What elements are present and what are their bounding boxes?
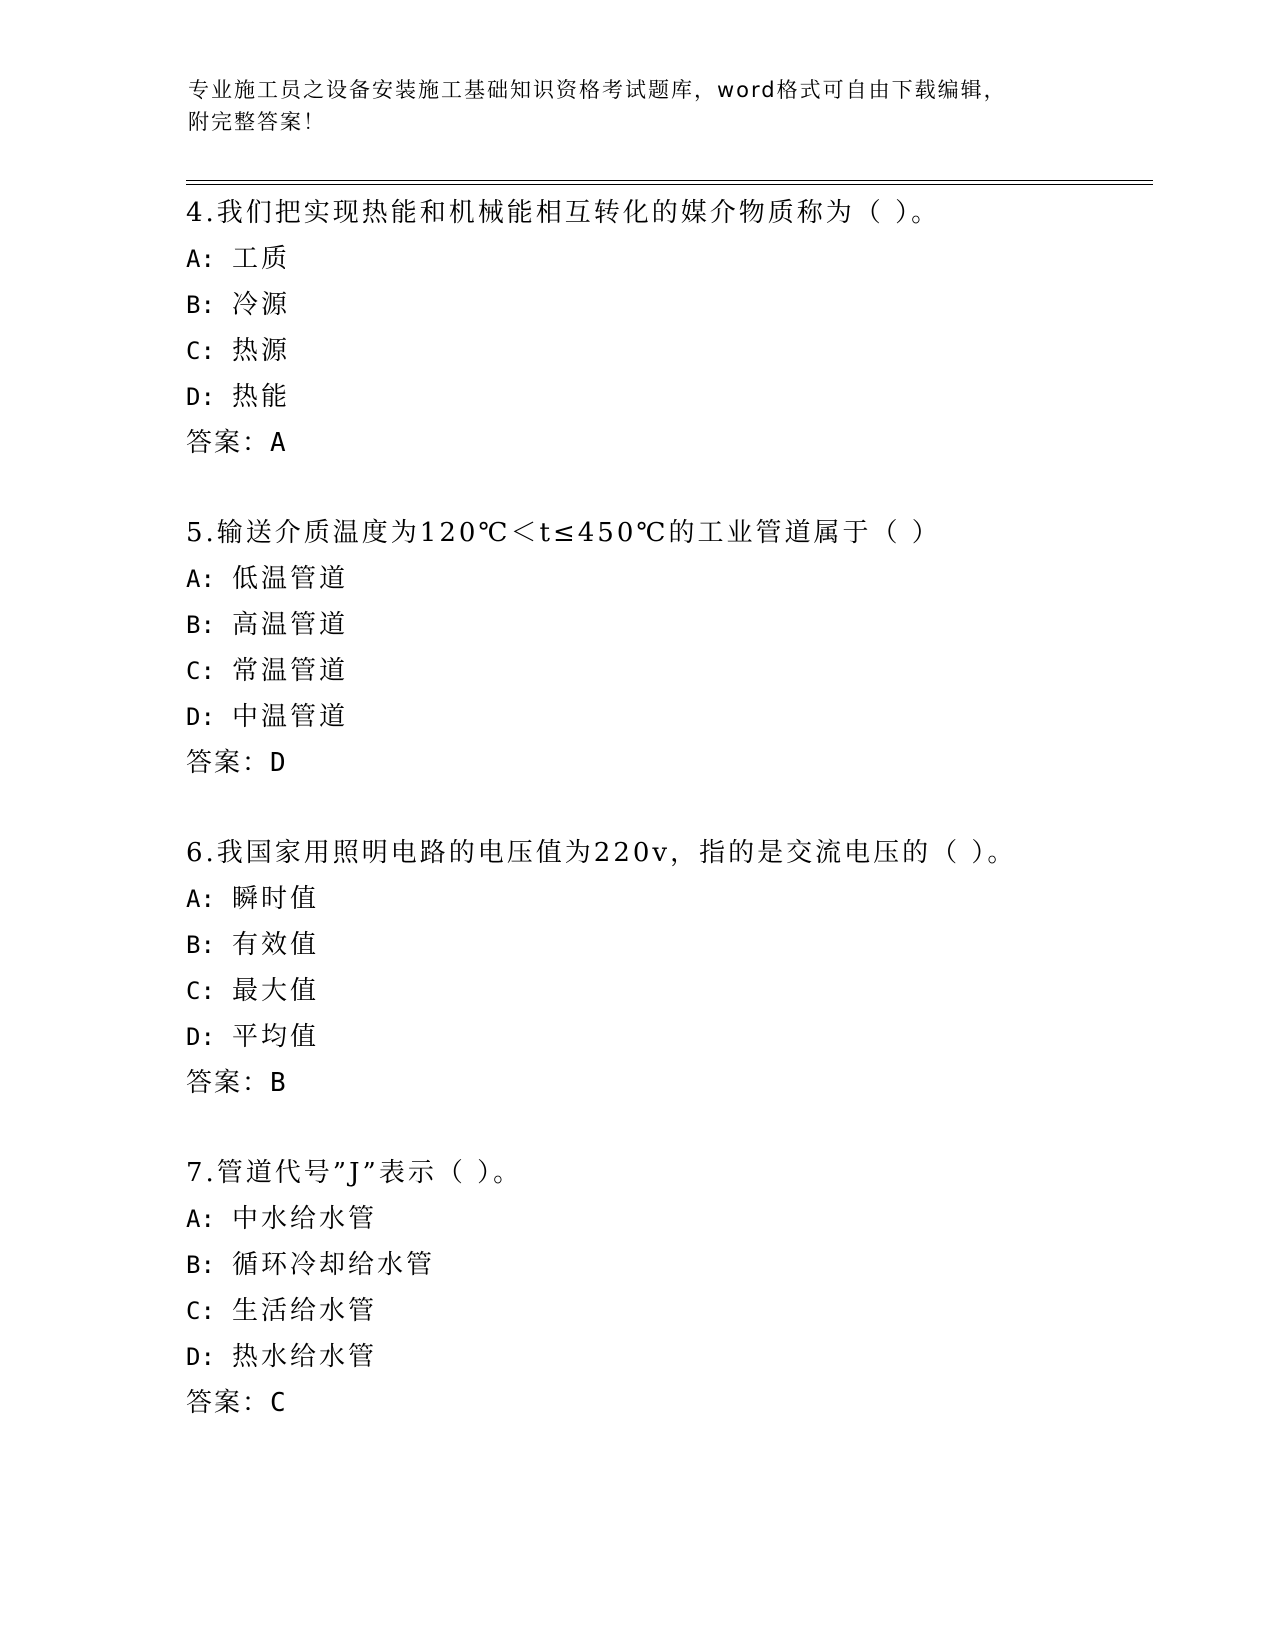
option-letter: A: — [186, 245, 215, 273]
option-letter: C: — [186, 337, 215, 365]
option-letter: C: — [186, 657, 215, 685]
option-letter: B: — [186, 931, 215, 959]
option-text: 循环冷却给水管 — [232, 1250, 436, 1280]
option-b — [186, 1242, 1146, 1288]
option-text: 瞬时值 — [232, 884, 320, 914]
answer-line — [186, 1380, 1146, 1426]
option-a — [186, 876, 1146, 922]
question-4 — [186, 190, 1146, 466]
option-letter: A: — [186, 565, 215, 593]
option-d — [186, 374, 1146, 420]
question-5 — [186, 510, 1146, 786]
answer-key: B — [270, 1068, 288, 1098]
option-text: 中温管道 — [232, 702, 349, 732]
option-text: 高温管道 — [232, 610, 349, 640]
option-text: 最大值 — [232, 976, 320, 1006]
question-list — [186, 190, 1146, 1470]
answer-label: 答案： — [186, 748, 271, 778]
answer-key: C — [270, 1388, 288, 1418]
option-d — [186, 1334, 1146, 1380]
answer-label: 答案： — [186, 1388, 271, 1418]
option-text: 生活给水管 — [232, 1296, 378, 1326]
option-text: 热能 — [232, 382, 291, 412]
option-text: 中水给水管 — [232, 1204, 378, 1234]
option-a — [186, 1196, 1146, 1242]
question-stem: 7.管道代号”J”表示（ ）。 — [186, 1158, 523, 1188]
option-letter: B: — [186, 1251, 215, 1279]
option-a — [186, 556, 1146, 602]
option-c — [186, 648, 1146, 694]
option-b — [186, 602, 1146, 648]
header-divider-top — [186, 180, 1153, 181]
option-letter: D: — [186, 1023, 215, 1051]
answer-label: 答案： — [186, 1068, 271, 1098]
option-a — [186, 236, 1146, 282]
option-text: 有效值 — [232, 930, 320, 960]
option-letter: D: — [186, 1343, 215, 1371]
option-text: 常温管道 — [232, 656, 349, 686]
option-c — [186, 1288, 1146, 1334]
option-text: 工质 — [232, 244, 291, 274]
option-c — [186, 968, 1146, 1014]
option-c — [186, 328, 1146, 374]
option-letter: A: — [186, 885, 215, 913]
document-header — [188, 74, 1088, 138]
option-text: 热水给水管 — [232, 1342, 378, 1372]
answer-line — [186, 420, 1146, 466]
answer-line — [186, 1060, 1146, 1106]
option-letter: D: — [186, 383, 215, 411]
option-b — [186, 922, 1146, 968]
answer-key: D — [270, 748, 288, 778]
option-text: 热源 — [232, 336, 291, 366]
option-b — [186, 282, 1146, 328]
option-letter: D: — [186, 703, 215, 731]
option-letter: C: — [186, 1297, 215, 1325]
question-stem: 4.我们把实现热能和机械能相互转化的媒介物质称为（ ）。 — [186, 198, 941, 228]
option-letter: B: — [186, 611, 215, 639]
question-7 — [186, 1150, 1146, 1426]
header-line-2: 附完整答案！ — [188, 110, 326, 134]
option-text: 平均值 — [232, 1022, 320, 1052]
question-6 — [186, 830, 1146, 1106]
option-d — [186, 1014, 1146, 1060]
option-letter: A: — [186, 1205, 215, 1233]
option-letter: B: — [186, 291, 215, 319]
question-stem: 5.输送介质温度为120℃＜t≤450℃的工业管道属于（ ） — [186, 518, 941, 548]
header-line-1: 专业施工员之设备安装施工基础知识资格考试题库，word格式可自由下载编辑， — [188, 78, 1007, 102]
option-d — [186, 694, 1146, 740]
option-text: 低温管道 — [232, 564, 349, 594]
answer-label: 答案： — [186, 428, 271, 458]
header-divider-bottom — [186, 184, 1153, 185]
answer-key: A — [270, 428, 288, 458]
answer-line — [186, 740, 1146, 786]
option-text: 冷源 — [232, 290, 291, 320]
option-letter: C: — [186, 977, 215, 1005]
question-stem: 6.我国家用照明电路的电压值为220v，指的是交流电压的（ ）。 — [186, 838, 1017, 868]
